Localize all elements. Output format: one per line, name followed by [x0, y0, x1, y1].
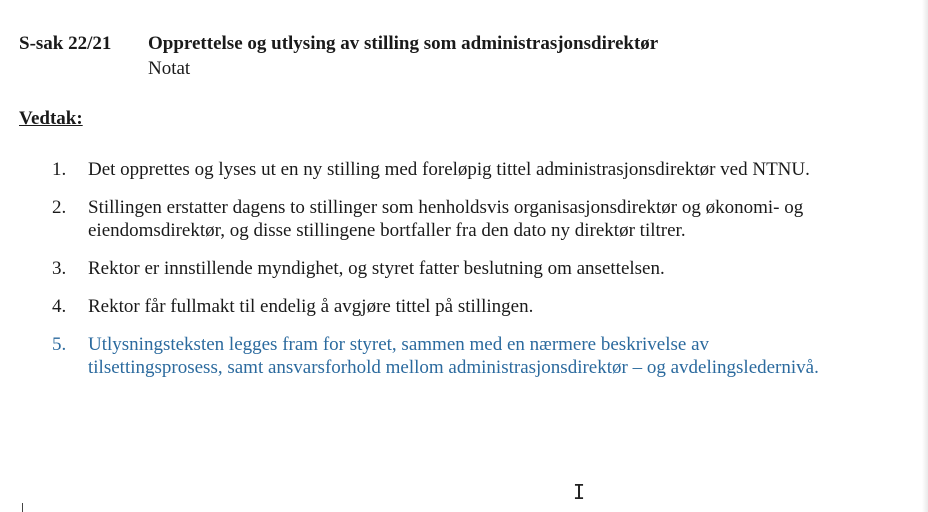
decision-heading: Vedtak:	[19, 108, 83, 129]
list-item-number: 4.	[52, 296, 67, 317]
list-item-number: 2.	[52, 197, 67, 218]
text-cursor-icon: I	[573, 480, 586, 504]
list-item-text: Rektor får fullmakt til endelig å avgjøre tittel på stillingen.	[88, 296, 534, 317]
list-item-number: 5.	[52, 334, 67, 355]
list-item-text: Stillingen erstatter dagens to stillinger som henholdsvis organisasjonsdirektør og økonomi- og eiendomsdirektør, og disse stillingene bortfaller fra den dato ny direktør tiltrer.	[88, 197, 804, 241]
list-item-text: Det opprettes og lyses ut en ny stilling med foreløpig tittel administrasjonsdirektør ved NTNU.	[88, 159, 810, 180]
page-edge-shadow	[922, 0, 928, 512]
case-title: Opprettelse og utlysing av stilling som administrasjonsdirektør	[148, 33, 659, 54]
list-item-highlighted	[52, 333, 912, 379]
case-number: S-sak 22/21	[19, 33, 112, 54]
list-item-text: Rektor er innstillende myndighet, og styret fatter beslutning om ansettelsen.	[88, 258, 665, 279]
decision-list	[52, 158, 912, 394]
list-item	[52, 257, 912, 280]
list-item-number: 3.	[52, 258, 67, 279]
case-subtitle: Notat	[148, 58, 191, 79]
list-item-number: 1.	[52, 159, 67, 180]
margin-marker	[22, 503, 23, 512]
list-item	[52, 196, 912, 242]
list-item-text: Utlysningsteksten legges fram for styret, sammen med en nærmere beskrivelse av tilsettingsprosess, samt ansvarsforhold mellom administrasjonsdirektør – og avdelingsledernivå.	[88, 334, 819, 378]
list-item	[52, 158, 912, 181]
list-item	[52, 295, 912, 318]
